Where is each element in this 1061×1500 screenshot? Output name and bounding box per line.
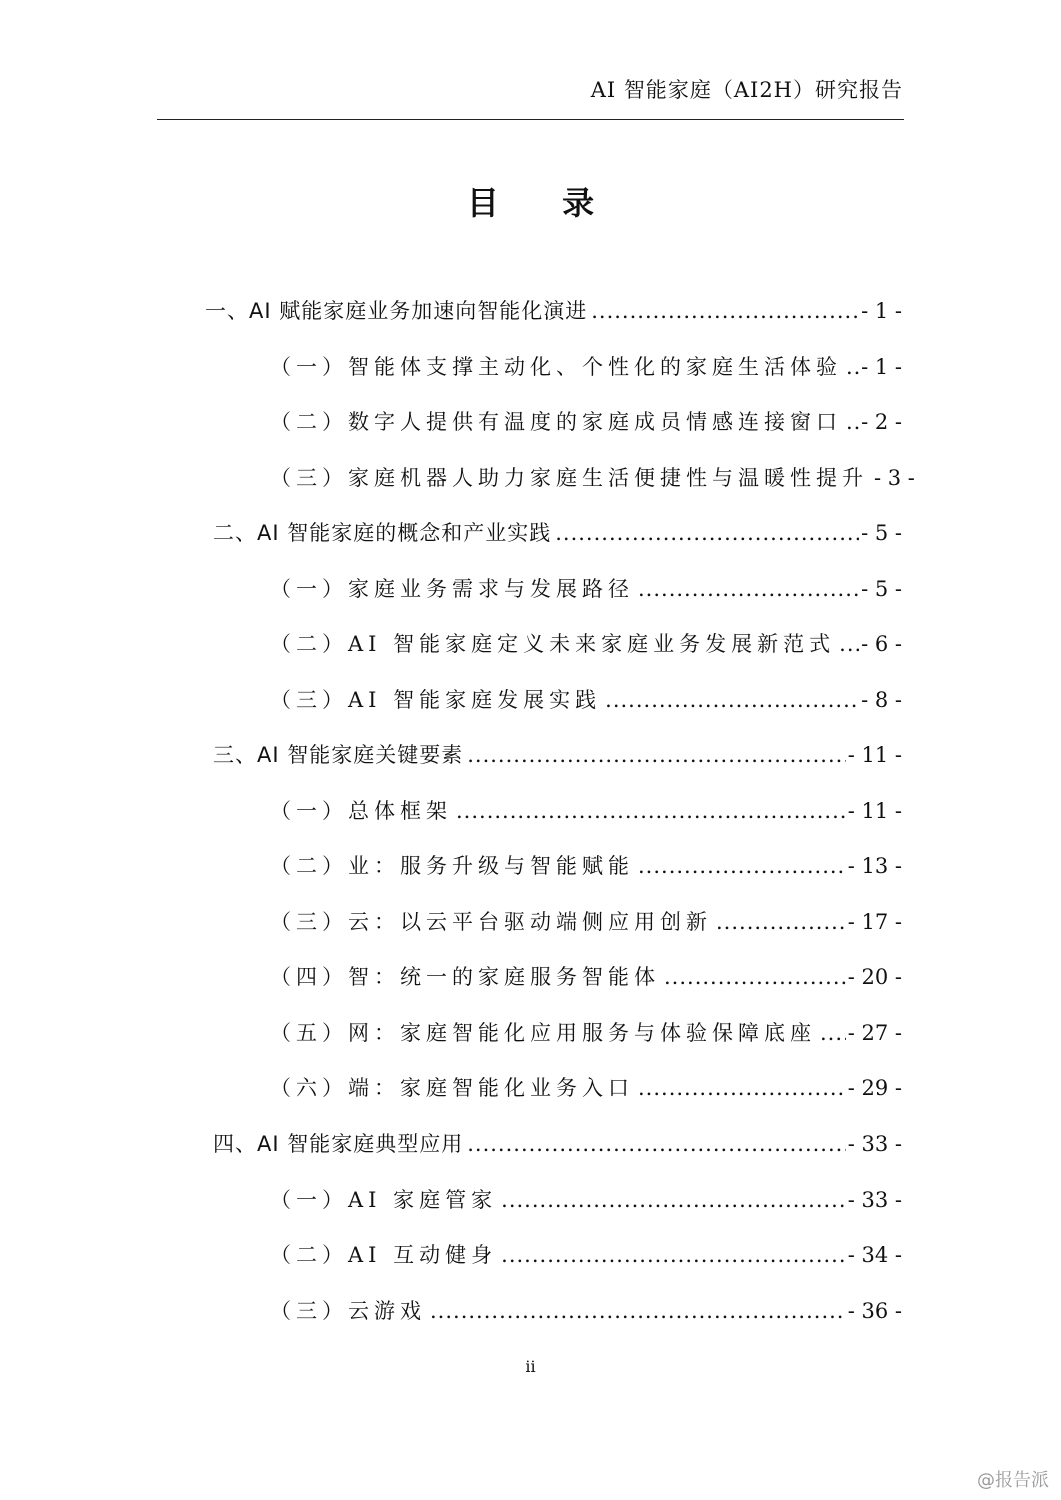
dot-leader [638, 572, 859, 606]
toc-page-number: - 5 - [861, 521, 902, 545]
dot-leader [605, 683, 859, 717]
toc-page-number: - 33 - [847, 1188, 902, 1212]
toc-page-number: - 3 - [874, 466, 915, 490]
dot-leader [820, 1016, 846, 1050]
toc-entry-text: （二）业：服务升级与智能赋能 [270, 854, 634, 878]
toc-entry-text: （三）AI 智能家庭发展实践 [270, 688, 602, 712]
toc-page-number: - 36 - [847, 1299, 902, 1323]
dot-leader [501, 1238, 846, 1272]
toc-entry-section[interactable] [270, 627, 902, 661]
toc-page-number: - 11 - [847, 743, 902, 767]
toc-entry-text: 一、AI 赋能家庭业务加速向智能化演进 [205, 299, 588, 323]
toc-entry-text: （六）端：家庭智能化业务入口 [270, 1076, 634, 1100]
toc-entry-chapter-3[interactable] [213, 738, 902, 772]
toc-entry-text: 四、AI 智能家庭典型应用 [213, 1132, 464, 1156]
toc-page-number: - 6 - [861, 632, 902, 656]
toc-page-number: - 11 - [847, 799, 902, 823]
dot-leader [430, 1294, 846, 1328]
dot-leader [638, 849, 846, 883]
toc-page-number: - 1 - [861, 299, 902, 323]
toc-entry-section[interactable] [270, 572, 902, 606]
toc-entry-text: （二）AI 互动健身 [270, 1243, 498, 1267]
toc-entry-chapter-1[interactable] [205, 294, 902, 328]
toc-entry-section[interactable] [270, 1183, 902, 1217]
toc-title: 目 录 [466, 184, 621, 222]
toc-entry-text: （一）AI 家庭管家 [270, 1188, 498, 1212]
toc-page-number: - 5 - [861, 577, 902, 601]
toc-entry-text: （五）网：家庭智能化应用服务与体验保障底座 [270, 1021, 816, 1045]
toc-entry-section[interactable] [270, 461, 915, 495]
toc-entry-text: （二）数字人提供有温度的家庭成员情感连接窗口 [270, 410, 842, 434]
toc-page-number: - 17 - [847, 910, 902, 934]
dot-leader [467, 738, 846, 772]
toc-page-number: - 29 - [847, 1076, 902, 1100]
toc-page-number: - 2 - [861, 410, 902, 434]
toc-entry-section[interactable] [270, 1238, 902, 1272]
toc-page-number: - 1 - [861, 355, 902, 379]
toc-page-number: - 34 - [847, 1243, 902, 1267]
dot-leader [716, 905, 846, 939]
toc-entry-section[interactable] [270, 960, 902, 994]
toc-entry-section[interactable] [270, 683, 902, 717]
dot-leader [456, 794, 846, 828]
page-number-footer: ii [525, 1357, 536, 1376]
dot-leader [839, 627, 859, 661]
running-header: AI 智能家庭（AI2H）研究报告 [590, 78, 903, 102]
toc-entry-text: （三）云游戏 [270, 1299, 426, 1323]
toc-entry-section[interactable] [270, 405, 902, 439]
toc-entry-section[interactable] [270, 905, 902, 939]
toc-entry-text: （三）家庭机器人助力家庭生活便捷性与温暖性提升 [270, 466, 868, 490]
watermark: @报告派 [977, 1470, 1049, 1491]
toc-entry-text: （一）家庭业务需求与发展路径 [270, 577, 634, 601]
dot-leader [638, 1071, 846, 1105]
toc-entry-text: （一）总体框架 [270, 799, 452, 823]
toc-entry-text: （一）智能体支撑主动化、个性化的家庭生活体验 [270, 355, 842, 379]
toc-entry-section[interactable] [270, 350, 902, 384]
toc-page-number: - 27 - [847, 1021, 902, 1045]
dot-leader [846, 350, 859, 384]
dot-leader [591, 294, 859, 328]
dot-leader [501, 1183, 846, 1217]
dot-leader [664, 960, 846, 994]
toc-entry-text: 三、AI 智能家庭关键要素 [213, 743, 464, 767]
toc-page-number: - 20 - [847, 965, 902, 989]
dot-leader [555, 516, 859, 550]
toc-entry-section[interactable] [270, 1071, 902, 1105]
toc-entry-text: （三）云：以云平台驱动端侧应用创新 [270, 910, 712, 934]
dot-leader [846, 405, 859, 439]
toc-entry-section[interactable] [270, 1294, 902, 1328]
toc-entry-section[interactable] [270, 794, 902, 828]
toc-page-number: - 13 - [847, 854, 902, 878]
toc-entry-text: 二、AI 智能家庭的概念和产业实践 [213, 521, 552, 545]
dot-leader [467, 1127, 846, 1161]
toc-entry-chapter-2[interactable] [213, 516, 902, 550]
toc-entry-section[interactable] [270, 1016, 902, 1050]
toc-page-number: - 8 - [861, 688, 902, 712]
toc-entry-text: （四）智：统一的家庭服务智能体 [270, 965, 660, 989]
toc-entry-section[interactable] [270, 849, 902, 883]
toc-entry-chapter-4[interactable] [213, 1127, 902, 1161]
toc-entry-text: （二）AI 智能家庭定义未来家庭业务发展新范式 [270, 632, 836, 656]
toc-page-number: - 33 - [847, 1132, 902, 1156]
